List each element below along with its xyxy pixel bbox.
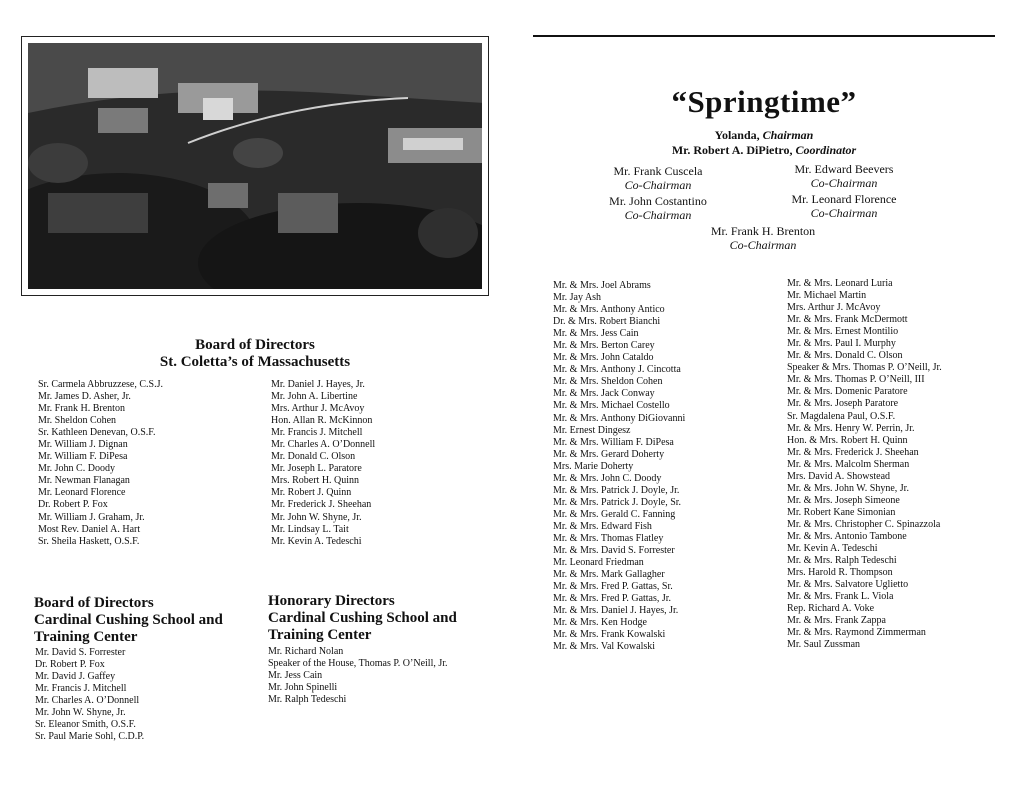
cochair-role: Co-Chairman	[624, 208, 692, 222]
list-item: Mr. & Mrs. Ralph Tedeschi	[787, 555, 897, 567]
cochair-role: Co-Chairman	[729, 238, 797, 252]
list-item: Mr. & Mrs. Fred P. Gattas, Sr.	[553, 581, 673, 593]
list-item: Mr. & Mrs. Berton Carey	[553, 340, 655, 352]
list-item: Mrs. Robert H. Quinn	[271, 475, 360, 487]
list-item: Mr. & Mrs. Domenic Paratore	[787, 386, 908, 398]
list-item: Mr. & Mrs. Gerard Doherty	[553, 448, 665, 460]
list-item: Mrs. David A. Showstead	[787, 470, 891, 482]
list-item: Mr. Ernest Dingesz	[553, 424, 631, 436]
chairman-role: Chairman	[762, 128, 814, 142]
list-item: Mr. & Mrs. Frank McDermott	[787, 314, 908, 326]
list-item: Mr. William F. DiPesa	[38, 451, 128, 463]
list-item: Mr. & Mrs. Fred P. Gattas, Jr.	[553, 593, 672, 605]
committee-col2	[787, 278, 942, 651]
list-item: Mr. Jess Cain	[268, 670, 323, 682]
list-item: Dr. Robert P. Fox	[38, 499, 108, 511]
top-rule	[533, 35, 995, 37]
list-item: Mr. & Mrs. Thomas Flatley	[553, 532, 664, 544]
list-item: Mr. Leonard Friedman	[553, 557, 644, 569]
list-item: Mr. John C. Doody	[38, 463, 115, 475]
list-item: Mr. & Mrs. Joel Abrams	[553, 280, 651, 291]
list-item: Mr. & Mrs. Jack Conway	[553, 388, 655, 400]
list-item: Mr. & Mrs. Henry W. Perrin, Jr.	[787, 422, 915, 434]
list-item: Hon. Allan R. McKinnon	[271, 415, 373, 427]
cushing-title-line2: Cardinal Cushing School and	[34, 612, 223, 628]
aerial-photo-illustration	[28, 43, 482, 289]
cushing-board-title	[34, 595, 223, 646]
list-item: Dr. & Mrs. Robert Bianchi	[553, 316, 661, 328]
list-item: Mr. & Mrs. Ken Hodge	[553, 617, 647, 629]
list-item: Mr. & Mrs. Frank Kowalski	[553, 629, 666, 641]
cushing-title-line3: Training Center	[34, 629, 138, 645]
list-item: Mr. & Mrs. Joseph Paratore	[787, 398, 899, 410]
list-item: Mr. & Mrs. Frank L. Viola	[787, 591, 894, 603]
list-item: Mr. & Mrs. John W. Shyne, Jr.	[787, 482, 909, 494]
cochair-role: Co-Chairman	[624, 178, 692, 192]
honorary-title-line3: Training Center	[268, 627, 372, 643]
list-item: Mr. & Mrs. Ernest Montilio	[787, 326, 899, 338]
list-item: Mr. & Mrs. Patrick J. Doyle, Jr.	[553, 484, 680, 496]
honorary-list	[268, 646, 448, 706]
list-item: Mr. & Mrs. John Cataldo	[553, 352, 654, 364]
list-item: Mr. Kevin A. Tedeschi	[271, 535, 362, 547]
list-item: Mr. Lindsay L. Tait	[271, 523, 349, 535]
list-item: Mr. & Mrs. Patrick J. Doyle, Sr.	[553, 496, 682, 508]
list-item: Speaker & Mrs. Thomas P. O’Neill, Jr.	[787, 362, 942, 374]
list-item: Mr. & Mrs. Anthony Antico	[553, 304, 665, 316]
list-item: Sr. Carmela Abbruzzese, C.S.J.	[38, 379, 163, 390]
list-item: Mr. David S. Forrester	[35, 647, 126, 658]
list-item: Mr. & Mrs. Thomas P. O’Neill, III	[787, 374, 925, 386]
list-item: Mr. & Mrs. Malcolm Sherman	[787, 458, 910, 470]
cochair-name: Mr. Frank H. Brenton	[710, 224, 816, 238]
honorary-title-line1: Honorary Directors	[268, 593, 395, 609]
aerial-campus-photo	[28, 43, 482, 289]
colettas-title-line2: St. Coletta’s of Massachusetts	[159, 354, 351, 370]
colettas-col2	[271, 379, 375, 548]
honorary-title-line2: Cardinal Cushing School and	[268, 610, 457, 626]
list-item: Mr. & Mrs. Salvatore Uglietto	[787, 579, 909, 591]
list-item: Mr. David J. Gaffey	[35, 671, 116, 683]
list-item: Mr. & Mrs. Frank Zappa	[787, 615, 886, 627]
cochair-name: Mr. Edward Beevers	[794, 162, 894, 176]
cochair-2	[734, 162, 954, 190]
list-item: Mr. William J. Graham, Jr.	[38, 511, 145, 523]
cochair-4	[734, 192, 954, 220]
list-item: Mrs. Arthur J. McAvoy	[787, 302, 881, 314]
list-item: Mr. & Mrs. Michael Costello	[553, 400, 670, 412]
colettas-title-line1: Board of Directors	[195, 337, 315, 353]
colettas-board-title	[21, 337, 489, 371]
list-item: Mr. & Mrs. David S. Forrester	[553, 545, 675, 557]
list-item: Mr. Jay Ash	[553, 292, 602, 304]
list-item: Sr. Kathleen Denevan, O.S.F.	[38, 427, 156, 439]
cochair-5	[653, 224, 873, 252]
list-item: Mr. James D. Asher, Jr.	[38, 391, 131, 403]
list-item: Mr. William J. Dignan	[38, 439, 128, 451]
colettas-col1	[38, 379, 163, 548]
list-item: Sr. Magdalena Paul, O.S.F.	[787, 410, 896, 422]
list-item: Mr. John A. Libertine	[271, 391, 358, 403]
list-item: Hon. & Mrs. Robert H. Quinn	[787, 434, 908, 446]
cochair-role: Co-Chairman	[810, 206, 878, 220]
list-item: Mr. & Mrs. William F. DiPesa	[553, 436, 674, 448]
list-item: Mr. Newman Flanagan	[38, 475, 130, 487]
list-item: Mr. & Mrs. Christopher C. Spinazzola	[787, 518, 941, 530]
list-item: Mr. & Mrs. John C. Doody	[553, 472, 662, 484]
list-item: Mr. Daniel J. Hayes, Jr.	[271, 379, 365, 390]
chairman-line	[533, 128, 995, 143]
cochair-name: Mr. Leonard Florence	[791, 192, 897, 206]
chairman-name: Yolanda,	[714, 128, 760, 142]
list-item: Mr. & Mrs. Val Kowalski	[553, 641, 656, 653]
list-item: Mr. Charles A. O’Donnell	[271, 439, 376, 451]
cushing-title-line1: Board of Directors	[34, 595, 154, 611]
list-item: Mr. & Mrs. Leonard Luria	[787, 278, 893, 289]
honorary-title	[268, 593, 457, 644]
coordinator-role: Coordinator	[795, 143, 857, 157]
list-item: Mr. Charles A. O’Donnell	[35, 695, 140, 707]
list-item: Mr. & Mrs. Jess Cain	[553, 328, 639, 340]
list-item: Sr. Sheila Haskett, O.S.F.	[38, 535, 140, 547]
list-item: Mr. Ralph Tedeschi	[268, 694, 347, 706]
list-item: Mr. & Mrs. Donald C. Olson	[787, 350, 903, 362]
cochair-name: Mr. Frank Cuscela	[613, 164, 703, 178]
list-item: Mr. Francis J. Mitchell	[35, 683, 127, 695]
list-item: Mr. & Mrs. Raymond Zimmerman	[787, 627, 926, 639]
list-item: Sr. Eleanor Smith, O.S.F.	[35, 719, 136, 731]
list-item: Mr. & Mrs. Gerald C. Fanning	[553, 508, 676, 520]
list-item: Mr. Donald C. Olson	[271, 451, 356, 463]
list-item: Mr. & Mrs. Paul I. Murphy	[787, 338, 896, 350]
list-item: Mr. & Mrs. Sheldon Cohen	[553, 376, 663, 388]
list-item: Mrs. Harold R. Thompson	[787, 567, 893, 579]
list-item: Mrs. Marie Doherty	[553, 460, 634, 472]
list-item: Mr. Francis J. Mitchell	[271, 427, 363, 439]
coordinator-line	[533, 143, 995, 158]
cushing-board-list	[35, 647, 144, 743]
list-item: Speaker of the House, Thomas P. O’Neill, Jr.	[268, 658, 448, 670]
list-item: Mr. Robert Kane Simonian	[787, 506, 896, 518]
list-item: Mr. & Mrs. Frederick J. Sheehan	[787, 446, 919, 458]
list-item: Mr. Joseph L. Paratore	[271, 463, 362, 475]
list-item: Mr. Kevin A. Tedeschi	[787, 543, 878, 555]
list-item: Mrs. Arthur J. McAvoy	[271, 403, 365, 415]
list-item: Mr. Frank H. Brenton	[38, 403, 125, 415]
list-item: Mr. John Spinelli	[268, 682, 338, 694]
list-item: Sr. Paul Marie Sohl, C.D.P.	[35, 731, 145, 743]
list-item: Mr. Leonard Florence	[38, 487, 126, 499]
list-item: Mr. Frederick J. Sheehan	[271, 499, 372, 511]
list-item: Mr. & Mrs. Anthony DiGiovanni	[553, 412, 686, 424]
list-item: Mr. & Mrs. Joseph Simeone	[787, 494, 900, 506]
list-item: Mr. Michael Martin	[787, 290, 867, 302]
list-item: Mr. & Mrs. Anthony J. Cincotta	[553, 364, 681, 376]
event-title: “Springtime”	[671, 84, 857, 119]
committee-col1	[553, 280, 685, 653]
list-item: Mr. & Mrs. Daniel J. Hayes, Jr.	[553, 605, 679, 617]
coordinator-name: Mr. Robert A. DiPietro,	[671, 143, 793, 157]
cochair-role: Co-Chairman	[810, 176, 878, 190]
list-item: Mr. Richard Nolan	[268, 646, 344, 657]
list-item: Most Rev. Daniel A. Hart	[38, 523, 141, 535]
aerial-photo-frame	[21, 36, 489, 296]
cochair-name: Mr. John Costantino	[609, 194, 707, 208]
list-item: Mr. Sheldon Cohen	[38, 415, 117, 427]
list-item: Mr. John W. Shyne, Jr.	[35, 707, 126, 719]
list-item: Dr. Robert P. Fox	[35, 659, 105, 671]
list-item: Mr. & Mrs. Edward Fish	[553, 520, 652, 532]
list-item: Rep. Richard A. Voke	[787, 603, 875, 615]
list-item: Mr. & Mrs. Mark Gallagher	[553, 569, 665, 581]
list-item: Mr. & Mrs. Antonio Tambone	[787, 530, 907, 542]
list-item: Mr. John W. Shyne, Jr.	[271, 511, 362, 523]
list-item: Mr. Saul Zussman	[787, 639, 861, 651]
list-item: Mr. Robert J. Quinn	[271, 487, 352, 499]
